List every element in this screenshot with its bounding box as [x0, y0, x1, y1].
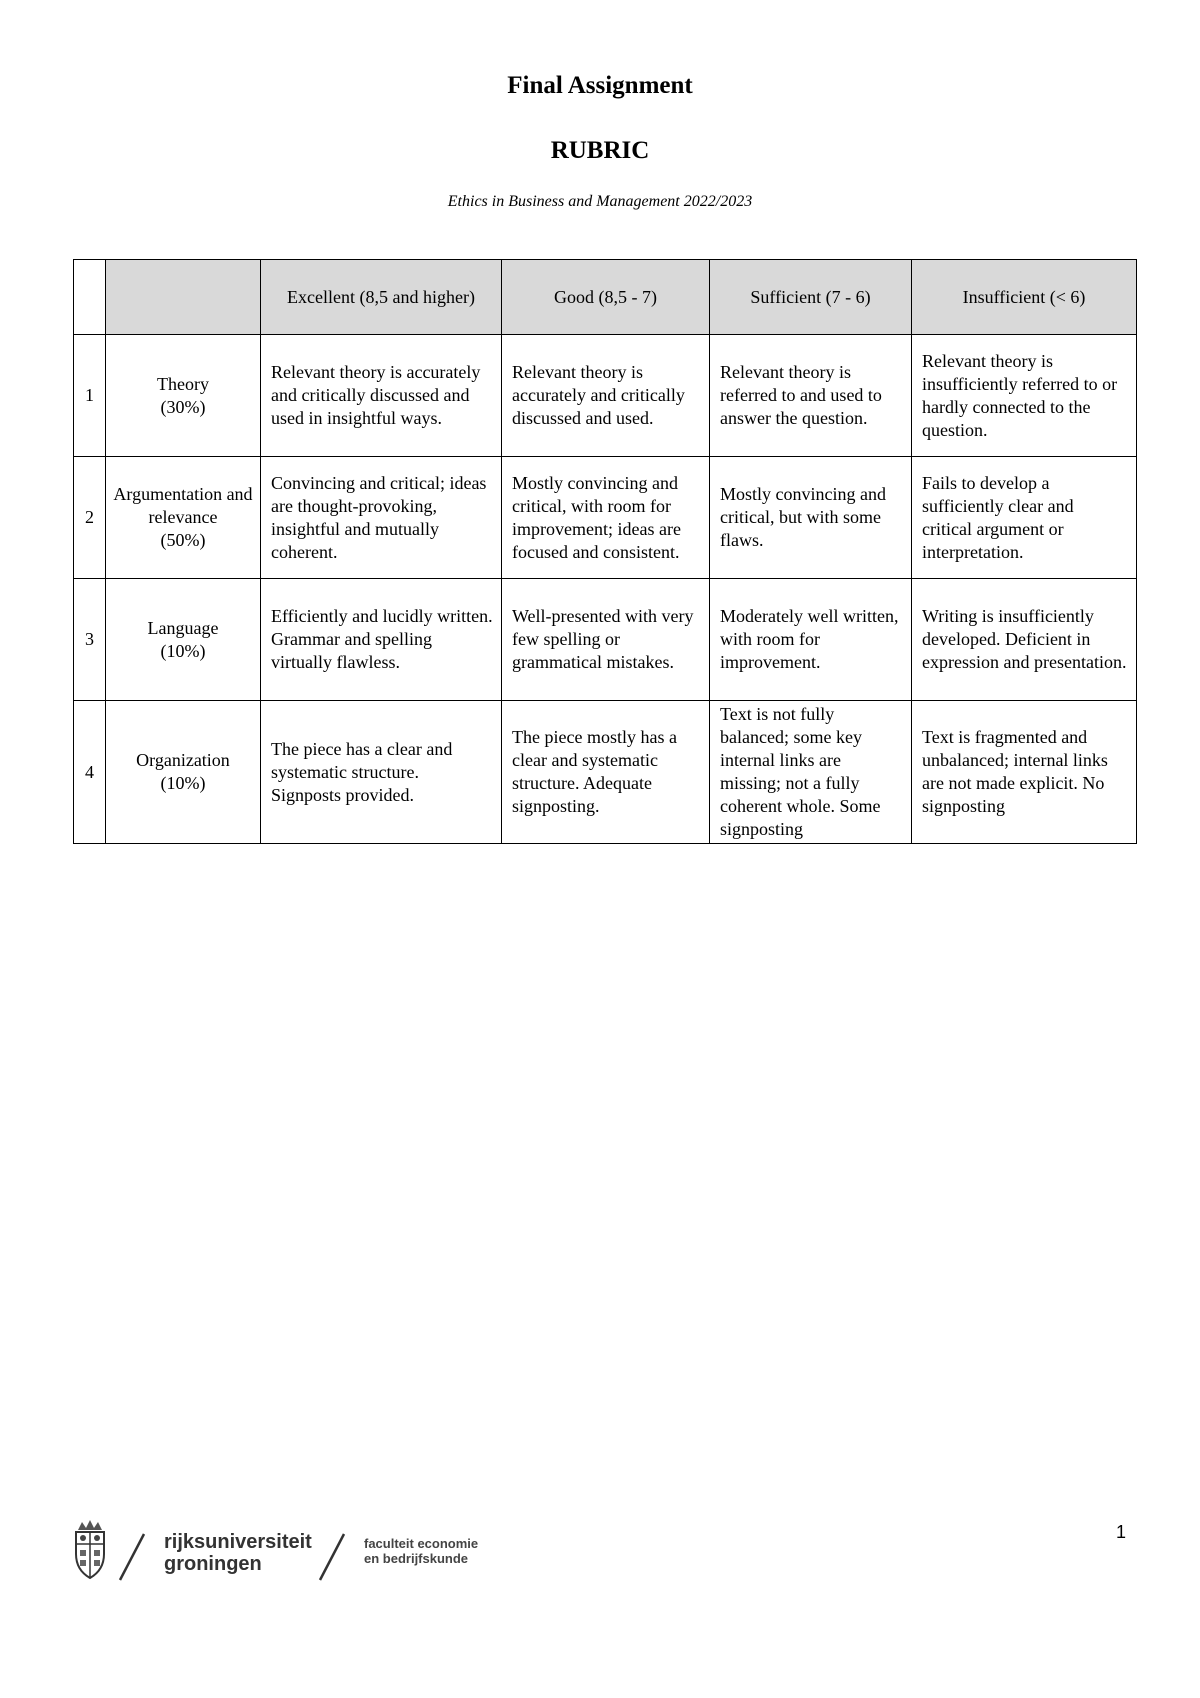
cell-insufficient: Fails to develop a sufficiently clear and critical argument or interpretation. [912, 457, 1137, 579]
cell-excellent: Relevant theory is accurately and critically discussed and used in insightful ways. [261, 335, 502, 457]
faculty-line-1: faculteit economie [364, 1536, 479, 1551]
table-row [74, 335, 1137, 457]
cell-good: Mostly convincing and critical, with room for improvement; ideas are focused and consistent. [502, 457, 710, 579]
cell-good: Relevant theory is accurately and critically discussed and used. [502, 335, 710, 457]
document-subtitle: RUBRIC [550, 137, 650, 164]
criterion-weight: (50%) [160, 530, 206, 550]
logo-line-2: groningen [164, 1553, 262, 1575]
cell-excellent: Efficiently and lucidly written. Grammar and spelling virtually flawless. [261, 579, 502, 701]
cell-sufficient: Moderately well written, with room for improvement. [710, 579, 912, 701]
row-number: 1 [74, 335, 106, 457]
cell-insufficient: Text is fragmented and unbalanced; internal links are not made explicit. No signposting [912, 701, 1137, 844]
table-row [74, 457, 1137, 579]
faculty-line-2: en bedrijfskunde [364, 1551, 469, 1566]
table-row [74, 701, 1137, 844]
criterion-cell [106, 457, 261, 579]
cell-excellent: The piece has a clear and systematic structure. Signposts provided. [261, 701, 502, 844]
header-number-cell [74, 260, 106, 335]
criterion-name: Language [147, 617, 219, 638]
criterion-weight: (10%) [160, 640, 206, 661]
criterion-cell [106, 579, 261, 701]
cell-good: The piece mostly has a clear and systematic structure. Adequate signposting. [502, 701, 710, 844]
table-row [74, 579, 1137, 701]
cell-good: Well-presented with very few spelling or grammatical mistakes. [502, 579, 710, 701]
criterion-weight: (30%) [160, 396, 206, 417]
cell-sufficient: Mostly convincing and critical, but with some flaws. [710, 457, 912, 579]
header-criterion-cell [106, 260, 261, 335]
criterion-name: Organization [136, 750, 230, 770]
rubric-table [73, 259, 1137, 844]
row-number: 2 [74, 457, 106, 579]
document-title: Final Assignment [507, 72, 693, 99]
row-number: 3 [74, 579, 106, 701]
header-good: Good (8,5 - 7) [502, 260, 710, 335]
university-logo [72, 1520, 492, 1582]
criterion-weight: (10%) [160, 773, 206, 793]
cell-excellent: Convincing and critical; ideas are thought-provoking, insightful and mutually coherent. [261, 457, 502, 579]
logo-line-1: rijksuniversiteit [164, 1531, 312, 1553]
criterion-name: Argumentation and relevance [113, 484, 253, 527]
cell-insufficient: Relevant theory is insufficiently referred to or hardly connected to the question. [912, 335, 1137, 457]
header-excellent: Excellent (8,5 and higher) [261, 260, 502, 335]
university-crest-icon [76, 1520, 104, 1578]
header-sufficient: Sufficient (7 - 6) [710, 260, 912, 335]
cell-insufficient: Writing is insufficiently developed. Deficient in expression and presentation. [912, 579, 1137, 701]
course-name: Ethics in Business and Management 2022/2023 [447, 193, 753, 210]
criterion-cell [106, 335, 261, 457]
criterion-cell [106, 701, 261, 844]
cell-sufficient: Relevant theory is referred to and used to answer the question. [710, 335, 912, 457]
header-insufficient: Insufficient (< 6) [912, 260, 1137, 335]
criterion-name: Theory [157, 373, 209, 394]
rubric-header-row [74, 260, 1137, 335]
row-number: 4 [74, 701, 106, 844]
page-number: 1 [1116, 1522, 1127, 1542]
cell-sufficient: Text is not fully balanced; some key internal links are missing; not a fully coherent whole. Some signposting [710, 701, 912, 844]
